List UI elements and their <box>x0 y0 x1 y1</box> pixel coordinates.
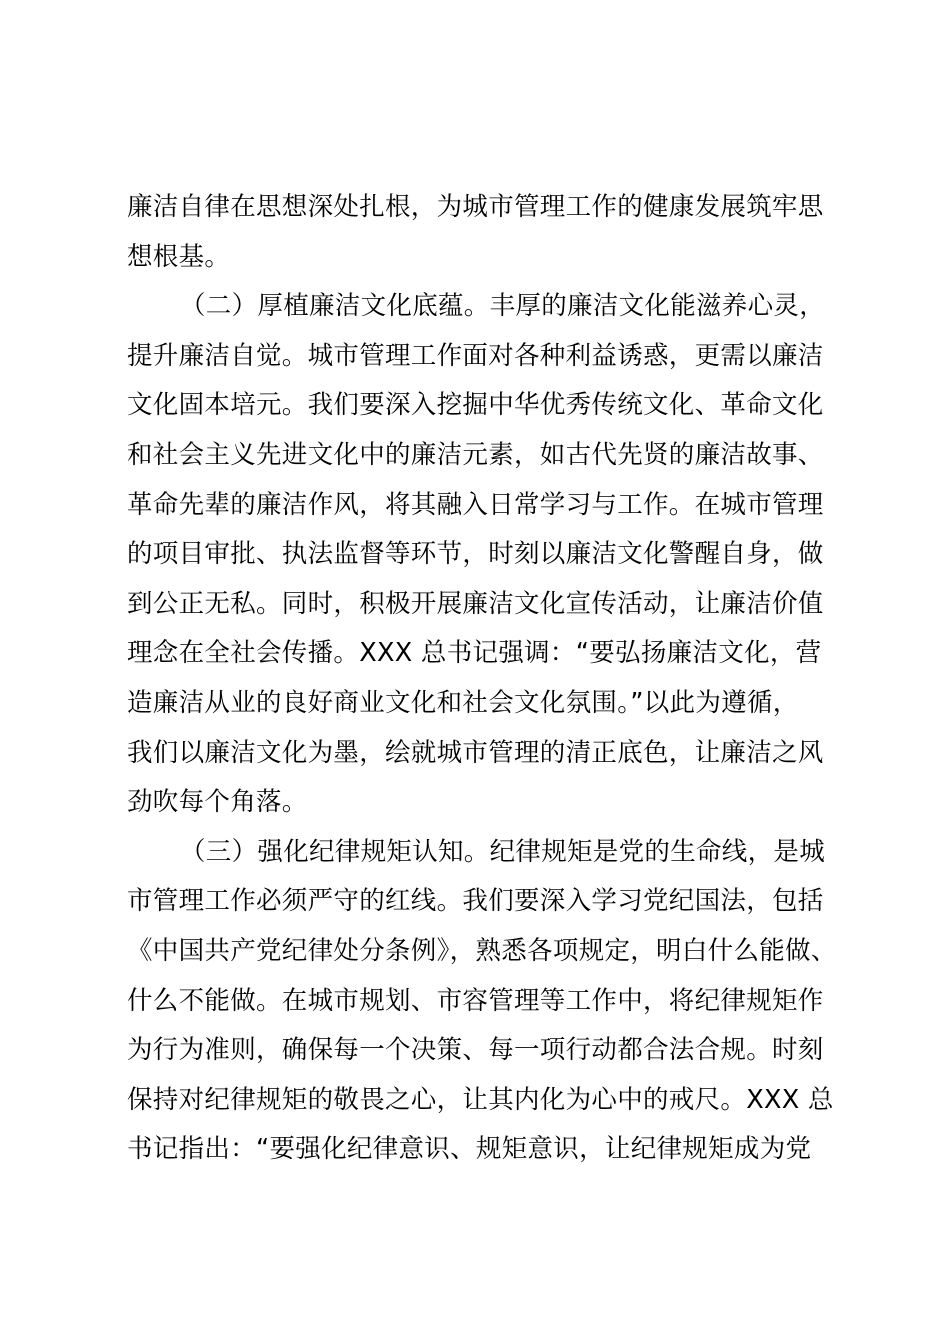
text-line: 提升廉洁自觉。城市管理工作面对各种利益诱惑，更需以廉洁 <box>127 340 824 371</box>
text-line: 我们以廉洁文化为墨，绘就城市管理的清正底色，让廉洁之风 <box>127 737 824 768</box>
text-line: 《中国共产党纪律处分条例》，熟悉各项规定，明白什么能做、 <box>127 935 837 966</box>
section-heading-line: （二）厚植廉洁文化底蕴。丰厚的廉洁文化能滋养心灵， <box>180 291 826 322</box>
text-line: 什么不能做。在城市规划、市容管理等工作中，将纪律规矩作 <box>127 985 824 1016</box>
section-heading-line: （三）强化纪律规矩认知。纪律规矩是党的生命线，是城 <box>180 836 826 867</box>
text-line: 的项目审批、执法监督等环节，时刻以廉洁文化警醒自身，做 <box>127 539 824 570</box>
text-line: 和社会主义先进文化中的廉洁元素，如古代先贤的廉洁故事、 <box>127 439 824 470</box>
text-line: 书记指出：“要强化纪律意识、规矩意识，让纪律规矩成为党 <box>127 1134 812 1165</box>
text-line: 为行为准则，确保每一个决策、每一项行动都合法合规。时刻 <box>127 1035 824 1066</box>
text-line: 革命先辈的廉洁作风，将其融入日常学习与工作。在城市管理 <box>127 489 824 520</box>
text-line: 廉洁自律在思想深处扎根，为城市管理工作的健康发展筑牢思 <box>127 192 824 222</box>
text-line: 保持对纪律规矩的敬畏之心，让其内化为心中的戒尺。XXX 总 <box>127 1084 834 1115</box>
text-line: 理念在全社会传播。XXX 总书记强调：“要弘扬廉洁文化，营 <box>127 638 822 669</box>
text-line: 造廉洁从业的良好商业文化和社会文化氛围。”以此为遵循， <box>127 687 799 718</box>
text-line: 文化固本培元。我们要深入挖掘中华优秀传统文化、革命文化 <box>127 390 824 421</box>
text-line: 劲吹每个角落。 <box>127 787 308 818</box>
text-line: 到公正无私。同时，积极开展廉洁文化宣传活动，让廉洁价值 <box>127 588 824 619</box>
text-line: 市管理工作必须严守的红线。我们要深入学习党纪国法，包括 <box>127 886 824 917</box>
text-line: 想根基。 <box>127 241 231 272</box>
document-body <box>127 183 837 1175</box>
